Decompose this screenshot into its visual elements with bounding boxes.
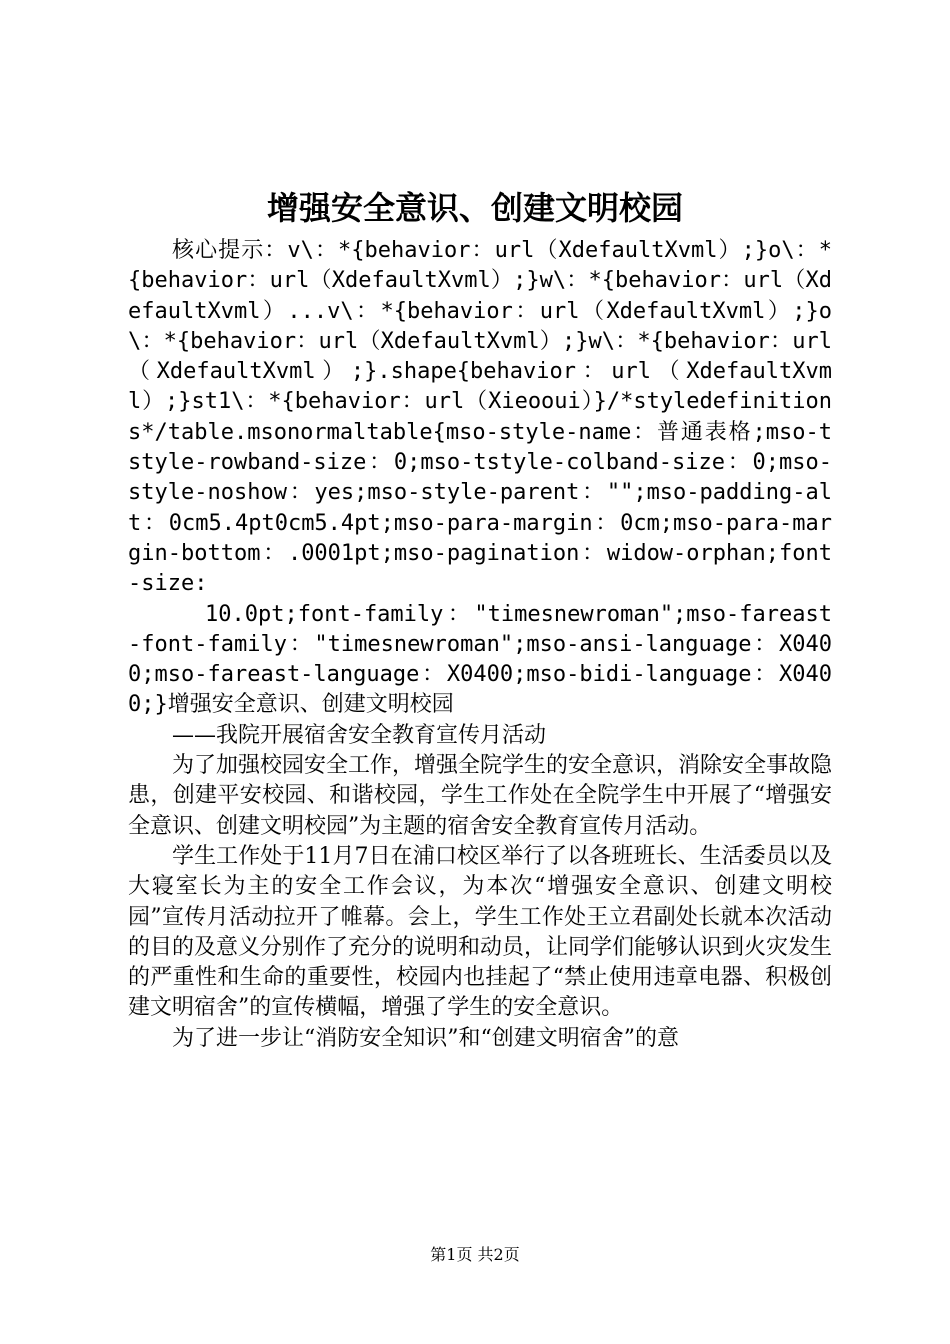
page-title: 增强安全意识、创建文明校园 <box>266 189 683 227</box>
meeting-paragraph: 学生工作处于11月7日在浦口校区举行了以各班班长、生活委员以及大寝室长为主的安全工作会议，为本次“增强安全意识、创建文明校园”宣传月活动拉开了帷幕。会上，学生工作处王立君副处长就本次活动的目的及意义分别作了充分的说明和动员，让同学们能够认识到火灾发生的严重性和生命的重要性，校园内也挂起了“禁止使用违章电器、积极创建文明宿舍”的宣传横幅，增强了学生的安全意识。 <box>128 843 833 1021</box>
document-body <box>128 236 832 1054</box>
style-definition-paragraph: 10.0pt;font-family："timesnewroman";mso-fareast-font-family："timesnewroman";mso-ansi-language：X0400;mso-fareast-language：X0400;mso-bidi-language：X0400;}增强安全意识、创建文明校园 <box>128 601 832 718</box>
continuation-paragraph: 为了进一步让“消防安全知识”和“创建文明宿舍”的意 <box>172 1025 679 1051</box>
intro-paragraph: 为了加强校园安全工作，增强全院学生的安全意识，消除安全事故隐患，创建平安校园、和谐校园，学生工作处在全院学生中开展了“增强安全意识、创建文明校园”为主题的宿舍安全教育宣传月活动。 <box>128 753 833 839</box>
core-hint-paragraph: 核心提示：v\：*{behavior：url（XdefaultXvml）;}o\：*{behavior：url（XdefaultXvml）;}w\：*{behavior：url（XdefaultXvml）...v\：*{behavior：url（XdefaultXvml）;}o\：*{behavior：url（XdefaultXvml）;}w\：*{behavior：url（XdefaultXvml）;}.shape{behavior：url（XdefaultXvml）;}st1\：*{behavior：url（Xieooui）}/*styledefinitions*/table.msonormaltable{mso-style-name：普通表格;mso-tstyle-rowband-size：0;mso-tstyle-colband-size：0;mso-style-noshow：yes;mso-style-parent："";mso-padding-alt：0cm5.4pt0cm5.4pt;mso-para-margin：0cm;mso-para-margin-bottom：.0001pt;mso-pagination：widow-orphan;font-size: <box>128 238 832 597</box>
subtitle-paragraph: ——我院开展宿舍安全教育宣传月活动 <box>172 722 547 748</box>
page-number-footer: 第1页 共2页 <box>430 1245 520 1264</box>
